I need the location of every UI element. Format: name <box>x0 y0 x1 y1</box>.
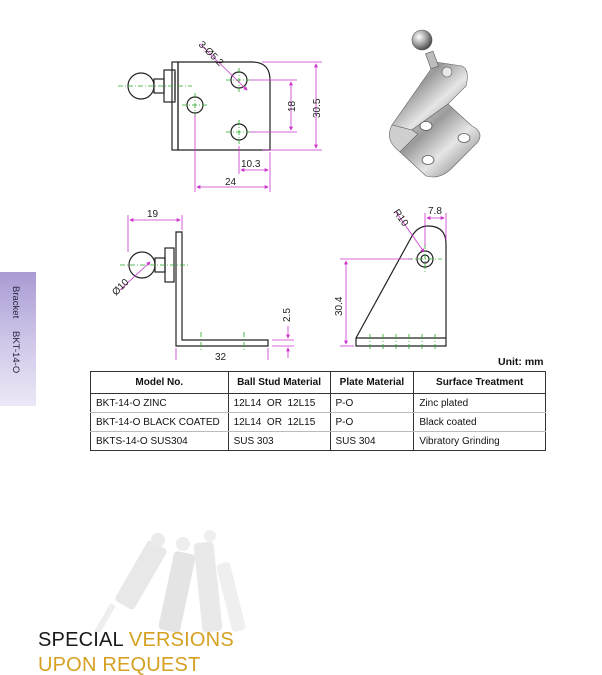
header-ball-stud: Ball Stud Material <box>228 372 330 394</box>
table-cell: P-O <box>330 413 414 432</box>
dim-height-total-label: 30.5 <box>312 98 323 118</box>
versions-word: VERSIONS <box>128 629 234 651</box>
table-cell: 12L14 OR 12L15 <box>228 394 330 413</box>
dim-width-label: 24 <box>225 177 237 188</box>
dim-stud-offset-label: 7.8 <box>428 206 442 217</box>
header-model: Model No. <box>91 372 229 394</box>
table-row <box>91 413 546 432</box>
table-cell: BKT-14-O BLACK COATED <box>91 413 229 432</box>
table-cell: P-O <box>330 394 414 413</box>
header-plate: Plate Material <box>330 372 414 394</box>
upon-request-line: UPON REQUEST <box>38 654 201 675</box>
dim-base-label: 32 <box>215 352 227 360</box>
table-header-row <box>91 372 546 394</box>
dim-height-side-label: 30.4 <box>334 296 345 316</box>
gas-spring-photo <box>38 512 268 632</box>
end-plate-outline <box>356 226 446 346</box>
table-cell: 12L14 OR 12L15 <box>228 413 330 432</box>
table-cell: BKTS-14-O SUS304 <box>91 432 229 451</box>
bracket-3d-render <box>389 30 480 177</box>
header-surface: Surface Treatment <box>414 372 546 394</box>
table-cell: BKT-14-O ZINC <box>91 394 229 413</box>
table-cell: Zinc plated <box>414 394 546 413</box>
dim-side-width-label: 19 <box>147 209 159 220</box>
table-row <box>91 432 546 451</box>
end-view-labels <box>334 206 442 316</box>
side-tab-title: Bracket <box>10 286 21 319</box>
side-view <box>129 232 268 346</box>
dim-radius-label: R10 <box>390 207 411 229</box>
spec-table <box>90 371 546 451</box>
unit-label: Unit: mm <box>498 356 544 368</box>
dim-height-holes-label: 18 <box>287 100 298 112</box>
plate-outline <box>178 62 270 150</box>
end-view-centerlines <box>370 244 442 350</box>
dim-thickness-label: 2.5 <box>282 308 293 322</box>
table-cell: Black coated <box>414 413 546 432</box>
side-view-labels <box>110 209 293 360</box>
end-view-dimensions <box>340 212 446 346</box>
front-view-centerlines <box>118 68 252 144</box>
table-cell: Vibratory Grinding <box>414 432 546 451</box>
dim-hole-offset-label: 10.3 <box>241 159 261 170</box>
table-row <box>91 394 546 413</box>
front-view <box>128 62 270 150</box>
side-plate-outline <box>176 232 268 346</box>
end-view <box>356 226 446 346</box>
side-tab-code: BKT-14-O <box>10 330 21 374</box>
side-view-dimensions <box>120 215 294 360</box>
table-cell: SUS 303 <box>228 432 330 451</box>
table-cell: SUS 304 <box>330 432 414 451</box>
special-word: SPECIAL <box>38 629 124 651</box>
special-versions-banner <box>38 628 234 675</box>
dim-hole-label: 3-Ø5.2 <box>195 39 226 69</box>
dim-ball-label: Ø10 <box>110 276 132 299</box>
